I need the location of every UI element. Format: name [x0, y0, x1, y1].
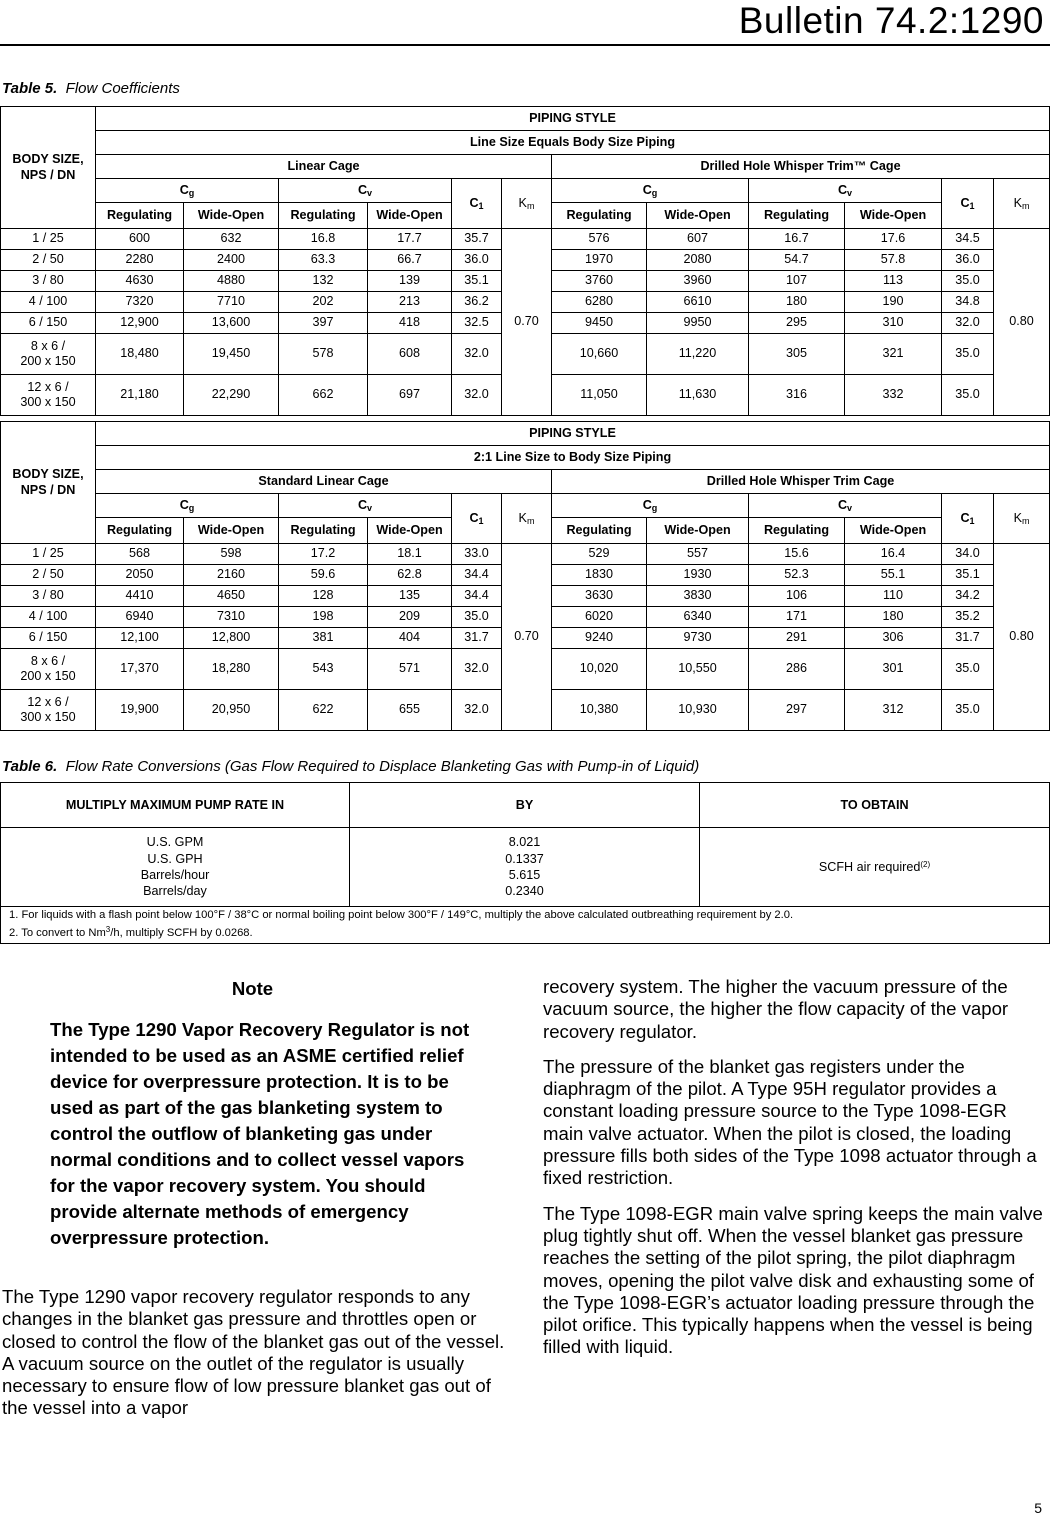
body-paragraph-left: The Type 1290 vapor recovery regulator responds to any changes in the blanket gas pressure and throttles open or closed to control the flow of the blanket gas out of the vessel. A vacuum source on the outlet of the regulator is usually necessary to ensure flow of low pressure blanket gas out of the vessel into a vapor [2, 1286, 505, 1419]
value-cell: 32.0 [452, 649, 502, 690]
piping-type-header: Line Size Equals Body Size Piping [96, 131, 1050, 155]
value-cell: 35.0 [942, 334, 994, 375]
value-cell: 132 [279, 271, 368, 292]
value-cell: 52.3 [749, 565, 845, 586]
km-header: $K_m$ [502, 179, 552, 229]
body-size-header: BODY SIZE, NPS / DN [1, 107, 96, 229]
value-cell: 305 [749, 334, 845, 375]
value-cell: 1830 [552, 565, 647, 586]
footnote-2-sup: 3 [105, 925, 111, 934]
value-cell: 198 [279, 607, 368, 628]
regulating-header: Regulating [96, 203, 184, 229]
value-cell: 10,380 [552, 690, 647, 731]
body-paragraph: recovery system. The higher the vacuum pressure of the vacuum source, the higher the flow capacity of the vapor recovery regulator. [543, 976, 1009, 1042]
body-paragraph: The Type 1098-EGR main valve spring keeps the main valve plug tightly shut off. When the vessel blanket gas pressure reaches the setting of the pilot spring, the pilot diaphragm moves, opening the pilot valve disk and exhausting some of the Type 1098-EGR’s actuator loading pressure through the pilot orifice. This typically happens when the vessel is being filled with liquid. [543, 1202, 1043, 1358]
value-cell: 110 [845, 586, 942, 607]
value-cell: 16.8 [279, 229, 368, 250]
value-cell: 63.3 [279, 250, 368, 271]
value-cell: 15.6 [749, 544, 845, 565]
value-cell: 213 [368, 292, 452, 313]
value-cell: 32.0 [452, 375, 502, 416]
conv-factor: 0.1337 [505, 851, 544, 866]
value-cell: 20,950 [184, 690, 279, 731]
km-value-cell: 0.80 [994, 229, 1050, 416]
value-cell: 32.5 [452, 313, 502, 334]
conv-header-by: BY [350, 783, 700, 828]
conv-factors [350, 828, 700, 907]
value-cell: 66.7 [368, 250, 452, 271]
note-title: Note [231, 978, 274, 999]
value-cell: 10,550 [647, 649, 749, 690]
value-cell: 310 [845, 313, 942, 334]
footnote-2-text-end: /h, multiply SCFH by 0.0268. [110, 927, 253, 939]
value-cell: 16.7 [749, 229, 845, 250]
value-cell: 404 [368, 628, 452, 649]
body-column-right [543, 976, 1048, 1372]
cg-header: $C_g$ [96, 494, 279, 518]
wide-open-header: Wide-Open [368, 518, 452, 544]
value-cell: 17,370 [96, 649, 184, 690]
value-cell: 3630 [552, 586, 647, 607]
value-cell: 7320 [96, 292, 184, 313]
km-header: $K_m$ [502, 494, 552, 544]
value-cell: 2080 [647, 250, 749, 271]
flow-coefficients-table-1 [0, 106, 1050, 416]
value-cell: 1970 [552, 250, 647, 271]
footnote-1: 1. For liquids with a flash point below 100°F / 38°C or normal boiling point below 300°F / 149°C, multiply the above calculated outbreathing requirement by 2.0. [9, 909, 794, 922]
value-cell: 306 [845, 628, 942, 649]
subscript: m [526, 515, 535, 526]
value-cell: 6280 [552, 292, 647, 313]
regulating-header: Regulating [279, 518, 368, 544]
piping-style-header: PIPING STYLE [96, 422, 1050, 446]
value-cell: 35.7 [452, 229, 502, 250]
km-value-cell: 0.70 [502, 544, 552, 731]
value-cell: 9450 [552, 313, 647, 334]
table6-label: Table 6. [2, 758, 58, 775]
value-cell: 36.2 [452, 292, 502, 313]
body-size-cell: 3 / 80 [1, 586, 96, 607]
value-cell: 34.2 [942, 586, 994, 607]
conv-footnotes [1, 907, 1050, 944]
c1-header: $C_1$ [452, 494, 502, 544]
value-cell: 2160 [184, 565, 279, 586]
value-cell: 35.0 [942, 271, 994, 292]
km-value-cell: 0.80 [994, 544, 1050, 731]
body-size-cell: 4 / 100 [1, 292, 96, 313]
value-cell: 2400 [184, 250, 279, 271]
value-cell: 312 [845, 690, 942, 731]
value-cell: 2050 [96, 565, 184, 586]
body-size-cell: 12 x 6 / 300 x 150 [1, 690, 96, 731]
value-cell: 576 [552, 229, 647, 250]
value-cell: 9240 [552, 628, 647, 649]
flow-rate-conversions-table [0, 782, 1050, 944]
value-cell: 62.8 [368, 565, 452, 586]
body-size-cell: 1 / 25 [1, 229, 96, 250]
subscript: 1 [969, 515, 975, 526]
value-cell: 2280 [96, 250, 184, 271]
footnote-2-text: 2. To convert to Nm [9, 927, 106, 939]
body-size-cell: 1 / 25 [1, 544, 96, 565]
subscript: g [188, 187, 195, 198]
table5-caption: Flow Coefficients [65, 80, 180, 97]
regulating-header: Regulating [552, 518, 647, 544]
value-cell: 11,630 [647, 375, 749, 416]
value-cell: 7710 [184, 292, 279, 313]
c1-header: $C_1$ [942, 494, 994, 544]
body-size-cell: 2 / 50 [1, 250, 96, 271]
body-size-cell: 8 x 6 / 200 x 150 [1, 334, 96, 375]
cv-header: $C_v$ [279, 494, 452, 518]
value-cell: 543 [279, 649, 368, 690]
value-cell: 10,930 [647, 690, 749, 731]
note-body: The Type 1290 Vapor Recovery Regulator is not intended to be used as an ASME certified relief device for overpressure protection. It is to be used as part of the gas blanketing system to control the outflow of blanketing gas under normal conditions and to collect vessel vapors for the vapor recovery system. You should provide alternate methods of emergency overpressure protection. [50, 1019, 470, 1248]
km-header: $K_m$ [994, 179, 1050, 229]
body-size-cell: 8 x 6 / 200 x 150 [1, 649, 96, 690]
body-size-cell: 12 x 6 / 300 x 150 [1, 375, 96, 416]
value-cell: 7310 [184, 607, 279, 628]
piping-type-header: 2:1 Line Size to Body Size Piping [96, 446, 1050, 470]
conv-obtain-footnote: (2) [920, 859, 931, 869]
cg-header: $C_g$ [552, 179, 749, 203]
value-cell: 295 [749, 313, 845, 334]
body-size-cell: 2 / 50 [1, 565, 96, 586]
cg-header: $C_g$ [552, 494, 749, 518]
conv-unit: Barrels/day [143, 884, 207, 899]
body-size-cell: 6 / 150 [1, 313, 96, 334]
value-cell: 19,900 [96, 690, 184, 731]
value-cell: 578 [279, 334, 368, 375]
value-cell: 6340 [647, 607, 749, 628]
value-cell: 190 [845, 292, 942, 313]
subscript: m [1021, 200, 1030, 211]
value-cell: 381 [279, 628, 368, 649]
value-cell: 4410 [96, 586, 184, 607]
value-cell: 32.0 [452, 334, 502, 375]
regulating-header: Regulating [279, 203, 368, 229]
value-cell: 332 [845, 375, 942, 416]
value-cell: 4630 [96, 271, 184, 292]
body-size-header: BODY SIZE, NPS / DN [1, 422, 96, 544]
conv-obtain [700, 828, 1050, 907]
value-cell: 598 [184, 544, 279, 565]
cage-b-header: Drilled Hole Whisper Trim™ Cage [552, 155, 1050, 179]
value-cell: 655 [368, 690, 452, 731]
value-cell: 3760 [552, 271, 647, 292]
value-cell: 31.7 [942, 628, 994, 649]
wide-open-header: Wide-Open [184, 518, 279, 544]
value-cell: 17.6 [845, 229, 942, 250]
conv-unit: U.S. GPH [147, 851, 203, 866]
cage-a-header: Linear Cage [96, 155, 552, 179]
body-size-cell: 6 / 150 [1, 628, 96, 649]
value-cell: 608 [368, 334, 452, 375]
c1-header: $C_1$ [452, 179, 502, 229]
conv-unit: Barrels/hour [140, 868, 210, 882]
conv-header-multiply: MULTIPLY MAXIMUM PUMP RATE IN [1, 783, 350, 828]
value-cell: 21,180 [96, 375, 184, 416]
conv-factor: 8.021 [508, 835, 541, 850]
value-cell: 18,480 [96, 334, 184, 375]
subscript: v [367, 187, 373, 198]
value-cell: 13,600 [184, 313, 279, 334]
value-cell: 286 [749, 649, 845, 690]
value-cell: 6610 [647, 292, 749, 313]
value-cell: 529 [552, 544, 647, 565]
subscript: v [367, 502, 373, 513]
cv-header: $C_v$ [749, 179, 942, 203]
value-cell: 10,660 [552, 334, 647, 375]
value-cell: 571 [368, 649, 452, 690]
subscript: v [847, 187, 853, 198]
conv-unit: U.S. GPM [146, 835, 204, 850]
value-cell: 54.7 [749, 250, 845, 271]
footnote-2 [9, 924, 1049, 942]
value-cell: 35.1 [942, 565, 994, 586]
value-cell: 3830 [647, 586, 749, 607]
value-cell: 59.6 [279, 565, 368, 586]
conv-factor: 0.2340 [505, 884, 544, 899]
value-cell: 321 [845, 334, 942, 375]
value-cell: 55.1 [845, 565, 942, 586]
value-cell: 139 [368, 271, 452, 292]
value-cell: 12,800 [184, 628, 279, 649]
c1-header: $C_1$ [942, 179, 994, 229]
wide-open-header: Wide-Open [845, 518, 942, 544]
subscript: g [651, 187, 658, 198]
value-cell: 32.0 [452, 690, 502, 731]
value-cell: 600 [96, 229, 184, 250]
value-cell: 291 [749, 628, 845, 649]
subscript: 1 [478, 515, 484, 526]
conv-header-obtain: TO OBTAIN [700, 783, 1050, 828]
value-cell: 35.1 [452, 271, 502, 292]
value-cell: 397 [279, 313, 368, 334]
value-cell: 12,900 [96, 313, 184, 334]
conv-factor: 5.615 [508, 868, 541, 882]
value-cell: 11,220 [647, 334, 749, 375]
value-cell: 180 [749, 292, 845, 313]
wide-open-header: Wide-Open [845, 203, 942, 229]
value-cell: 557 [647, 544, 749, 565]
value-cell: 202 [279, 292, 368, 313]
value-cell: 113 [845, 271, 942, 292]
cv-header: $C_v$ [749, 494, 942, 518]
value-cell: 622 [279, 690, 368, 731]
regulating-header: Regulating [749, 518, 845, 544]
regulating-header: Regulating [749, 203, 845, 229]
value-cell: 35.0 [452, 607, 502, 628]
value-cell: 35.0 [942, 649, 994, 690]
body-size-cell: 4 / 100 [1, 607, 96, 628]
value-cell: 180 [845, 607, 942, 628]
value-cell: 4650 [184, 586, 279, 607]
wide-open-header: Wide-Open [647, 203, 749, 229]
value-cell: 209 [368, 607, 452, 628]
value-cell: 632 [184, 229, 279, 250]
value-cell: 31.7 [452, 628, 502, 649]
value-cell: 22,290 [184, 375, 279, 416]
header-rule [0, 44, 1050, 46]
value-cell: 34.4 [452, 565, 502, 586]
value-cell: 171 [749, 607, 845, 628]
value-cell: 33.0 [452, 544, 502, 565]
conv-units [1, 828, 350, 907]
subscript: g [188, 502, 195, 513]
value-cell: 106 [749, 586, 845, 607]
regulating-header: Regulating [552, 203, 647, 229]
subscript: g [651, 502, 658, 513]
value-cell: 316 [749, 375, 845, 416]
value-cell: 34.8 [942, 292, 994, 313]
value-cell: 662 [279, 375, 368, 416]
value-cell: 35.2 [942, 607, 994, 628]
table6-title [2, 758, 699, 775]
value-cell: 1930 [647, 565, 749, 586]
cage-b-header: Drilled Hole Whisper Trim Cage [552, 470, 1050, 494]
subscript: m [1021, 515, 1030, 526]
value-cell: 135 [368, 586, 452, 607]
wide-open-header: Wide-Open [647, 518, 749, 544]
value-cell: 697 [368, 375, 452, 416]
cv-header: $C_v$ [279, 179, 452, 203]
wide-open-header: Wide-Open [184, 203, 279, 229]
value-cell: 16.4 [845, 544, 942, 565]
km-header: $K_m$ [994, 494, 1050, 544]
table6-caption: Flow Rate Conversions (Gas Flow Required to Displace Blanketing Gas with Pump-in of Liquid) [65, 758, 700, 775]
conv-obtain-text: SCFH air required [818, 859, 921, 874]
km-value-cell: 0.70 [502, 229, 552, 416]
value-cell: 128 [279, 586, 368, 607]
value-cell: 568 [96, 544, 184, 565]
value-cell: 301 [845, 649, 942, 690]
value-cell: 6020 [552, 607, 647, 628]
bulletin-number: Bulletin 74.2:1290 [738, 0, 1044, 41]
wide-open-header: Wide-Open [368, 203, 452, 229]
value-cell: 11,050 [552, 375, 647, 416]
value-cell: 32.0 [942, 313, 994, 334]
body-paragraph: The pressure of the blanket gas registers under the diaphragm of the pilot. A Type 95H regulator provides a constant loading pressure source to the Type 1098-EGR main valve actuator. When the pilot is closed, the loading pressure fills both sides of the Type 1098 actuator through a fixed restriction. [543, 1055, 1037, 1189]
cg-header: $C_g$ [96, 179, 279, 203]
value-cell: 4880 [184, 271, 279, 292]
value-cell: 34.0 [942, 544, 994, 565]
flow-coefficients-table-2 [0, 421, 1050, 731]
table5-label: Table 5. [2, 80, 58, 97]
value-cell: 18.1 [368, 544, 452, 565]
subscript: 1 [969, 200, 975, 211]
value-cell: 17.7 [368, 229, 452, 250]
table5-title [2, 80, 180, 97]
value-cell: 34.4 [452, 586, 502, 607]
value-cell: 57.8 [845, 250, 942, 271]
value-cell: 10,020 [552, 649, 647, 690]
value-cell: 34.5 [942, 229, 994, 250]
value-cell: 607 [647, 229, 749, 250]
value-cell: 36.0 [452, 250, 502, 271]
value-cell: 35.0 [942, 690, 994, 731]
body-size-cell: 3 / 80 [1, 271, 96, 292]
value-cell: 9730 [647, 628, 749, 649]
subscript: v [847, 502, 853, 513]
subscript: 1 [478, 200, 484, 211]
value-cell: 418 [368, 313, 452, 334]
value-cell: 9950 [647, 313, 749, 334]
subscript: m [526, 200, 535, 211]
value-cell: 36.0 [942, 250, 994, 271]
value-cell: 12,100 [96, 628, 184, 649]
value-cell: 3960 [647, 271, 749, 292]
value-cell: 6940 [96, 607, 184, 628]
value-cell: 18,280 [184, 649, 279, 690]
regulating-header: Regulating [96, 518, 184, 544]
page-number: 5 [1034, 1500, 1042, 1516]
value-cell: 19,450 [184, 334, 279, 375]
cage-a-header: Standard Linear Cage [96, 470, 552, 494]
value-cell: 35.0 [942, 375, 994, 416]
value-cell: 17.2 [279, 544, 368, 565]
value-cell: 297 [749, 690, 845, 731]
piping-style-header: PIPING STYLE [96, 107, 1050, 131]
value-cell: 107 [749, 271, 845, 292]
